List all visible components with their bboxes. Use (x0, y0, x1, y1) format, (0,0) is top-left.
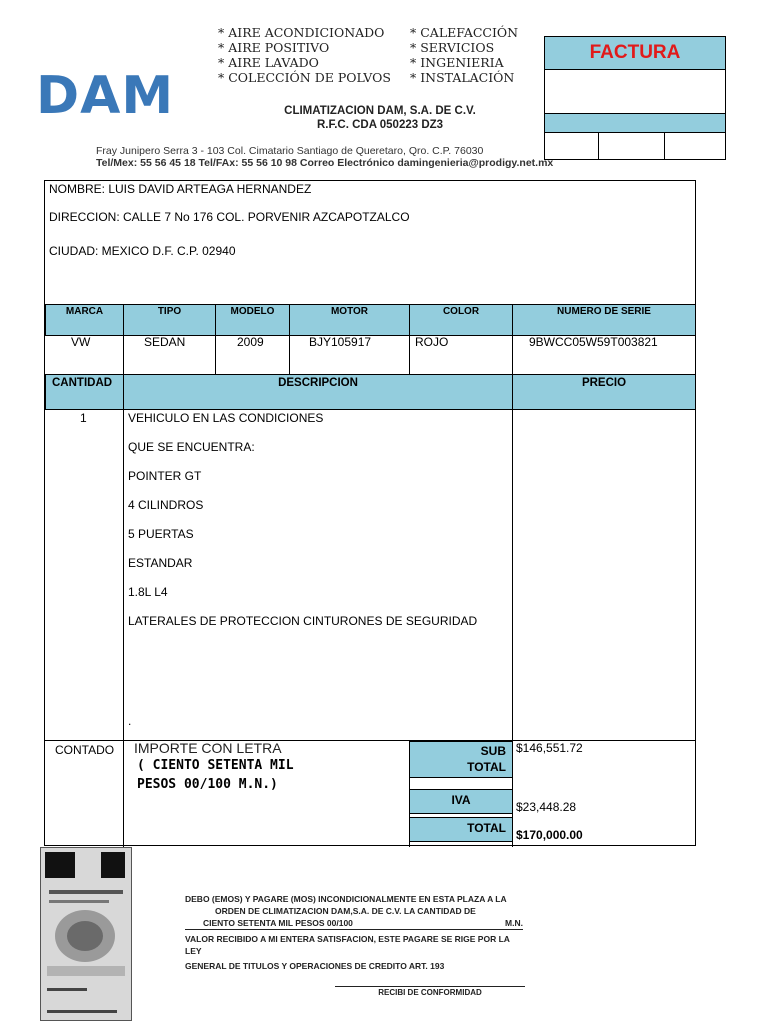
description-line: VEHICULO EN LAS CONDICIONES (128, 411, 324, 425)
signature-label: RECIBI DE CONFORMIDAD (378, 988, 482, 997)
customer-address: DIRECCION: CALLE 7 No 176 COL. PORVENIR AZCAPOTZALCO (49, 210, 410, 224)
payment-type: CONTADO (55, 743, 115, 757)
description-line: . (128, 714, 132, 728)
address-line: Fray Junipero Serra 3 - 103 Col. Cimatario Santiago de Queretaro, Qro. C.P. 76030 (96, 145, 484, 157)
description-line: 1.8L L4 (128, 585, 168, 599)
iva-label: IVA (409, 789, 513, 814)
vehicle-serie: 9BWCC05W59T003821 (529, 335, 658, 349)
subtotal-label (409, 741, 513, 778)
description-line: 5 PUERTAS (128, 527, 194, 541)
pagare-amount: CIENTO SETENTA MIL PESOS 00/100 (203, 918, 353, 928)
description-line: ESTANDAR (128, 556, 193, 570)
col-motor-header: MOTOR (289, 304, 410, 336)
description-line: QUE SE ENCUENTRA: (128, 440, 255, 454)
signature-line (335, 986, 525, 999)
service-item: * AIRE ACONDICIONADO (218, 25, 391, 40)
pagare-line: VALOR RECIBIDO A MI ENTERA SATISFACION, ESTE PAGARE SE RIGE POR LA LEY (185, 934, 510, 956)
customer-city: CIUDAD: MEXICO D.F. C.P. 02940 (49, 244, 236, 258)
company-name: CLIMATIZACION DAM, S.A. DE C.V. (284, 105, 476, 117)
pagare-line: DEBO (EMOS) Y PAGARE (MOS) INCONDICIONALMENTE EN ESTA PLAZA A LA (185, 894, 507, 904)
services-right-list (410, 25, 518, 85)
vehicle-tipo: SEDAN (144, 335, 186, 349)
customer-name: NOMBRE: LUIS DAVID ARTEAGA HERNANDEZ (49, 182, 312, 196)
description-line: LATERALES DE PROTECCION CINTURONES DE SEGURIDAD (128, 614, 478, 628)
col-marca-header: MARCA (45, 304, 124, 336)
service-item: * AIRE POSITIVO (218, 40, 391, 55)
vehicle-modelo: 2009 (237, 335, 264, 349)
invoice-form (44, 180, 696, 846)
item-quantity: 1 (80, 411, 87, 425)
pagare-clause (185, 893, 525, 999)
pagare-amount-line (185, 917, 523, 930)
company-rfc: R.F.C. CDA 050223 DZ3 (316, 119, 444, 131)
pagare-line: ORDEN DE CLIMATIZACION DAM,S.A. DE C.V. LA CANTIDAD DE (215, 906, 476, 916)
service-item: * SERVICIOS (410, 40, 518, 55)
col-modelo-header: MODELO (215, 304, 290, 336)
vehicle-marca: VW (71, 335, 91, 349)
company-info (280, 104, 480, 132)
importe-label: IMPORTE CON LETRA (134, 740, 282, 756)
factura-cell (545, 132, 599, 160)
total-label: TOTAL (409, 817, 513, 842)
col-color-header: COLOR (409, 304, 513, 336)
company-logo: DAM (36, 66, 175, 126)
factura-band (545, 113, 725, 133)
total-value: $170,000.00 (516, 828, 583, 842)
description-line: 4 CILINDROS (128, 498, 204, 512)
factura-title: FACTURA (545, 37, 725, 70)
description-line: POINTER GT (128, 469, 202, 483)
service-item: * INSTALACIÓN (410, 70, 518, 85)
col-serie-header: NUMERO DE SERIE (512, 304, 696, 336)
pagare-currency: M.N. (505, 918, 523, 928)
col-precio-header: PRECIO (512, 374, 696, 410)
factura-cell (598, 132, 665, 160)
importe-line-2: PESOS 00/100 M.N.) (137, 777, 278, 792)
service-item: * AIRE LAVADO (218, 55, 391, 70)
importe-line-1: ( CIENTO SETENTA MIL (137, 758, 294, 773)
service-item: * COLECCIÓN DE POLVOS (218, 70, 391, 85)
service-item: * CALEFACCIÓN (410, 25, 518, 40)
col-tipo-header: TIPO (123, 304, 216, 336)
iva-value: $23,448.28 (516, 800, 577, 814)
company-address (96, 145, 553, 169)
subtotal-label-line: TOTAL (467, 760, 506, 774)
factura-box (544, 36, 726, 160)
subtotal-value: $146,551.72 (516, 741, 583, 755)
col-descripcion-header: DESCRIPCION (123, 374, 513, 410)
col-cantidad-header: CANTIDAD (45, 374, 124, 410)
vehicle-motor: BJY105917 (309, 335, 372, 349)
service-item: * INGENIERIA (410, 55, 518, 70)
vehicle-color: ROJO (415, 335, 449, 349)
tax-stamp-image (40, 847, 132, 1021)
contact-line: Tel/Mex: 55 56 45 18 Tel/FAx: 55 56 10 98 Correo Electrónico damingenieria@prodigy.net.mx (96, 157, 554, 169)
subtotal-label-line: SUB (480, 744, 506, 758)
pagare-line: GENERAL DE TITULOS Y OPERACIONES DE CREDITO ART. 193 (185, 961, 445, 971)
services-left-list (218, 25, 391, 85)
